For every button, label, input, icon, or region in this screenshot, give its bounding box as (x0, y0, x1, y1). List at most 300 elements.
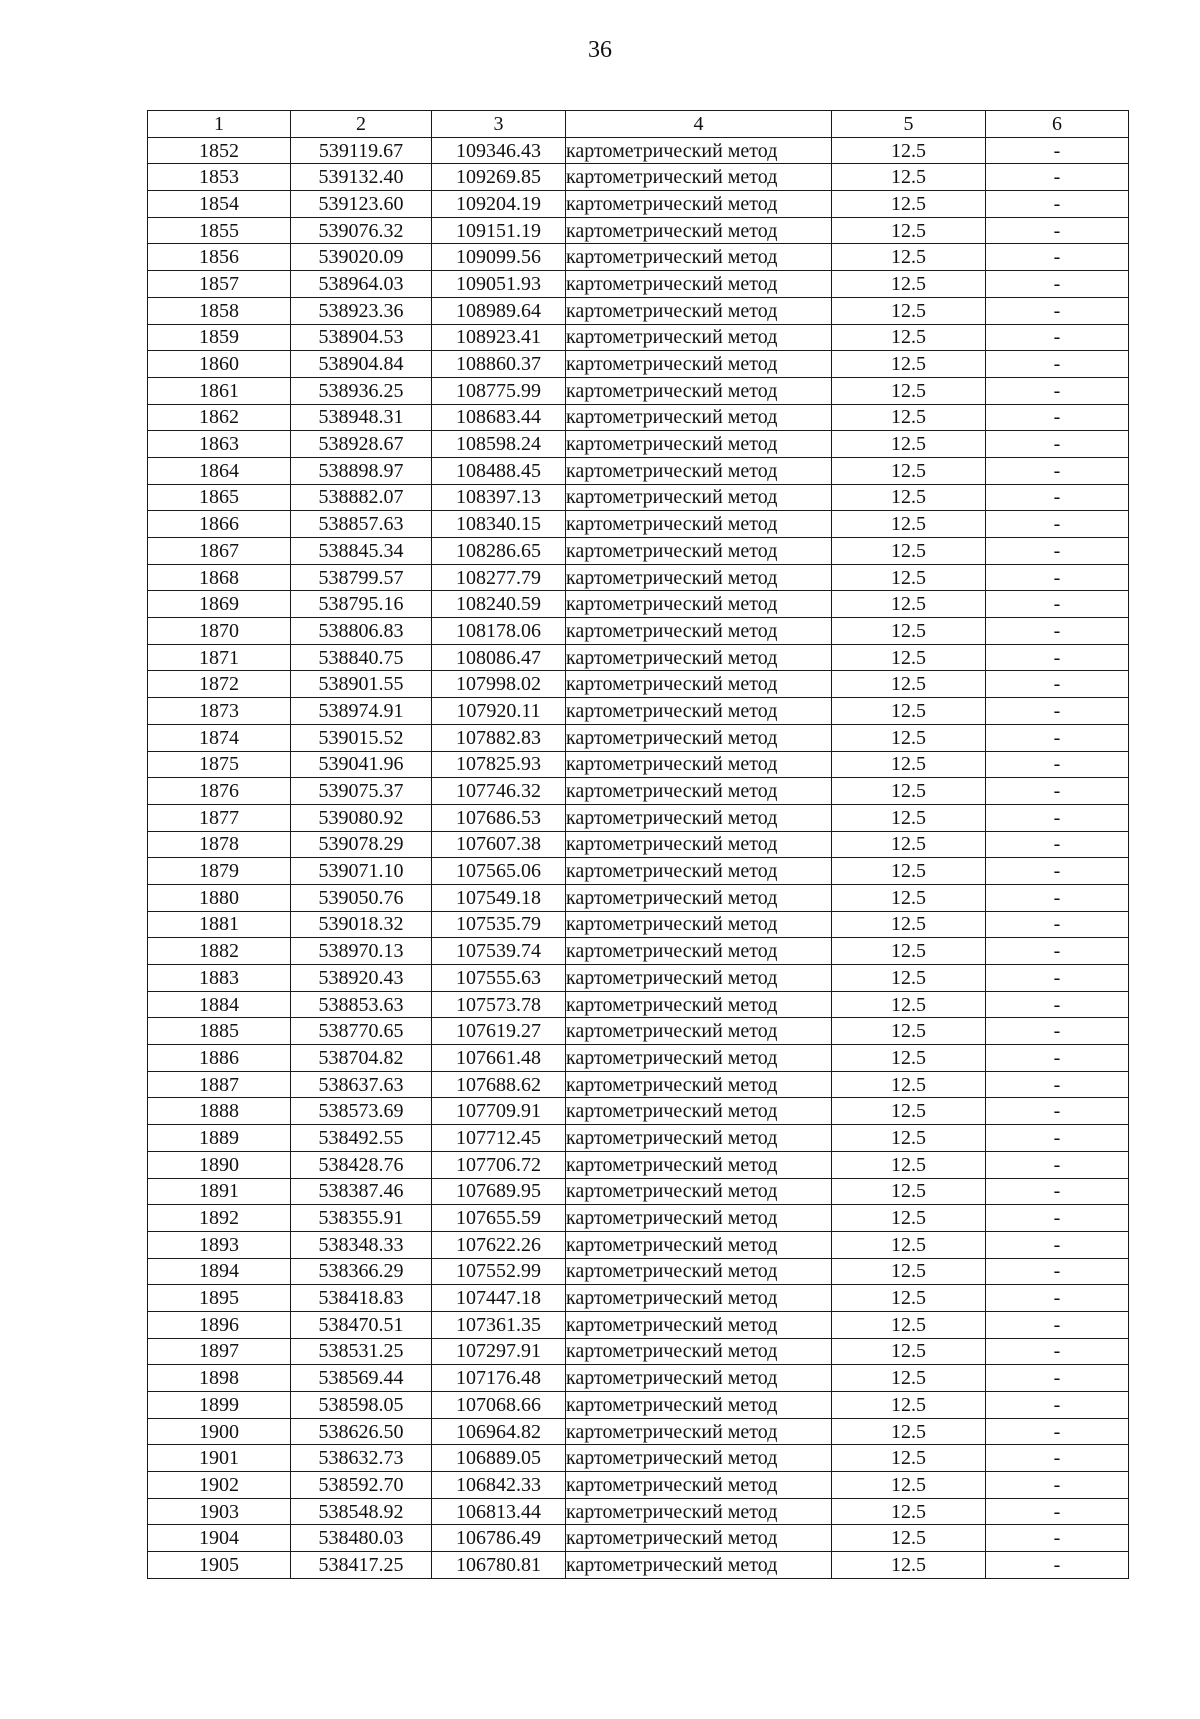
point-number-cell: 1885 (148, 1018, 291, 1045)
x-coordinate-cell: 539018.32 (291, 911, 432, 938)
description-cell: - (986, 831, 1129, 858)
description-cell: - (986, 324, 1129, 351)
y-coordinate-cell: 107176.48 (432, 1365, 566, 1392)
description-cell: - (986, 1045, 1129, 1072)
description-cell: - (986, 1018, 1129, 1045)
table-row (148, 404, 1129, 431)
method-cell: картометрический метод (566, 671, 832, 698)
table-row (148, 1178, 1129, 1205)
x-coordinate-cell: 538845.34 (291, 538, 432, 565)
table-row (148, 751, 1129, 778)
x-coordinate-cell: 538632.73 (291, 1445, 432, 1472)
y-coordinate-cell: 108989.64 (432, 297, 566, 324)
method-cell: картометрический метод (566, 431, 832, 458)
column-header-3: 3 (432, 111, 566, 138)
table-row (148, 644, 1129, 671)
table-header-row (148, 111, 1129, 138)
method-cell: картометрический метод (566, 991, 832, 1018)
point-number-cell: 1905 (148, 1552, 291, 1579)
y-coordinate-cell: 107882.83 (432, 724, 566, 751)
x-coordinate-cell: 539132.40 (291, 164, 432, 191)
y-coordinate-cell: 107689.95 (432, 1178, 566, 1205)
method-cell: картометрический метод (566, 831, 832, 858)
y-coordinate-cell: 108178.06 (432, 618, 566, 645)
point-number-cell: 1896 (148, 1311, 291, 1338)
y-coordinate-cell: 107746.32 (432, 778, 566, 805)
column-header-2: 2 (291, 111, 432, 138)
table-row (148, 511, 1129, 538)
point-number-cell: 1893 (148, 1231, 291, 1258)
accuracy-cell: 12.5 (832, 431, 986, 458)
y-coordinate-cell: 107688.62 (432, 1071, 566, 1098)
table-row (148, 431, 1129, 458)
table-row (148, 1151, 1129, 1178)
description-cell: - (986, 1125, 1129, 1152)
y-coordinate-cell: 107447.18 (432, 1285, 566, 1312)
accuracy-cell: 12.5 (832, 351, 986, 378)
table-row (148, 217, 1129, 244)
point-number-cell: 1872 (148, 671, 291, 698)
accuracy-cell: 12.5 (832, 1045, 986, 1072)
point-number-cell: 1900 (148, 1418, 291, 1445)
table-row (148, 1445, 1129, 1472)
method-cell: картометрический метод (566, 244, 832, 271)
y-coordinate-cell: 107920.11 (432, 698, 566, 725)
x-coordinate-cell: 538904.84 (291, 351, 432, 378)
y-coordinate-cell: 106813.44 (432, 1498, 566, 1525)
accuracy-cell: 12.5 (832, 271, 986, 298)
table-row (148, 137, 1129, 164)
x-coordinate-cell: 538857.63 (291, 511, 432, 538)
method-cell: картометрический метод (566, 377, 832, 404)
table-row (148, 1231, 1129, 1258)
description-cell: - (986, 991, 1129, 1018)
description-cell: - (986, 244, 1129, 271)
description-cell: - (986, 938, 1129, 965)
accuracy-cell: 12.5 (832, 858, 986, 885)
x-coordinate-cell: 538806.83 (291, 618, 432, 645)
method-cell: картометрический метод (566, 1205, 832, 1232)
point-number-cell: 1856 (148, 244, 291, 271)
point-number-cell: 1860 (148, 351, 291, 378)
table-row (148, 1525, 1129, 1552)
accuracy-cell: 12.5 (832, 1151, 986, 1178)
table-row (148, 484, 1129, 511)
point-number-cell: 1875 (148, 751, 291, 778)
y-coordinate-cell: 108775.99 (432, 377, 566, 404)
accuracy-cell: 12.5 (832, 1311, 986, 1338)
method-cell: картометрический метод (566, 484, 832, 511)
x-coordinate-cell: 538799.57 (291, 564, 432, 591)
method-cell: картометрический метод (566, 1151, 832, 1178)
point-number-cell: 1880 (148, 884, 291, 911)
x-coordinate-cell: 538920.43 (291, 965, 432, 992)
accuracy-cell: 12.5 (832, 831, 986, 858)
accuracy-cell: 12.5 (832, 1125, 986, 1152)
point-number-cell: 1884 (148, 991, 291, 1018)
y-coordinate-cell: 108286.65 (432, 538, 566, 565)
y-coordinate-cell: 107535.79 (432, 911, 566, 938)
method-cell: картометрический метод (566, 404, 832, 431)
y-coordinate-cell: 107552.99 (432, 1258, 566, 1285)
x-coordinate-cell: 539080.92 (291, 804, 432, 831)
point-number-cell: 1879 (148, 858, 291, 885)
x-coordinate-cell: 538428.76 (291, 1151, 432, 1178)
point-number-cell: 1871 (148, 644, 291, 671)
accuracy-cell: 12.5 (832, 244, 986, 271)
description-cell: - (986, 1285, 1129, 1312)
point-number-cell: 1892 (148, 1205, 291, 1232)
x-coordinate-cell: 538904.53 (291, 324, 432, 351)
description-cell: - (986, 751, 1129, 778)
x-coordinate-cell: 539071.10 (291, 858, 432, 885)
method-cell: картометрический метод (566, 724, 832, 751)
accuracy-cell: 12.5 (832, 1178, 986, 1205)
y-coordinate-cell: 109099.56 (432, 244, 566, 271)
description-cell: - (986, 698, 1129, 725)
description-cell: - (986, 1311, 1129, 1338)
x-coordinate-cell: 538480.03 (291, 1525, 432, 1552)
method-cell: картометрический метод (566, 858, 832, 885)
method-cell: картометрический метод (566, 911, 832, 938)
x-coordinate-cell: 539076.32 (291, 217, 432, 244)
y-coordinate-cell: 108860.37 (432, 351, 566, 378)
y-coordinate-cell: 107622.26 (432, 1231, 566, 1258)
method-cell: картометрический метод (566, 191, 832, 218)
point-number-cell: 1876 (148, 778, 291, 805)
point-number-cell: 1902 (148, 1472, 291, 1499)
point-number-cell: 1852 (148, 137, 291, 164)
x-coordinate-cell: 538704.82 (291, 1045, 432, 1072)
point-number-cell: 1858 (148, 297, 291, 324)
point-number-cell: 1868 (148, 564, 291, 591)
y-coordinate-cell: 109269.85 (432, 164, 566, 191)
x-coordinate-cell: 538928.67 (291, 431, 432, 458)
accuracy-cell: 12.5 (832, 938, 986, 965)
accuracy-cell: 12.5 (832, 1071, 986, 1098)
method-cell: картометрический метод (566, 217, 832, 244)
point-number-cell: 1869 (148, 591, 291, 618)
description-cell: - (986, 457, 1129, 484)
y-coordinate-cell: 108598.24 (432, 431, 566, 458)
table-row (148, 271, 1129, 298)
description-cell: - (986, 618, 1129, 645)
description-cell: - (986, 217, 1129, 244)
accuracy-cell: 12.5 (832, 751, 986, 778)
table-row (148, 564, 1129, 591)
description-cell: - (986, 1418, 1129, 1445)
point-number-cell: 1877 (148, 804, 291, 831)
method-cell: картометрический метод (566, 511, 832, 538)
y-coordinate-cell: 109346.43 (432, 137, 566, 164)
description-cell: - (986, 1071, 1129, 1098)
y-coordinate-cell: 107555.63 (432, 965, 566, 992)
x-coordinate-cell: 538637.63 (291, 1071, 432, 1098)
description-cell: - (986, 1205, 1129, 1232)
y-coordinate-cell: 107686.53 (432, 804, 566, 831)
table-row (148, 1258, 1129, 1285)
table-row (148, 1045, 1129, 1072)
description-cell: - (986, 1258, 1129, 1285)
point-number-cell: 1873 (148, 698, 291, 725)
x-coordinate-cell: 538531.25 (291, 1338, 432, 1365)
y-coordinate-cell: 107549.18 (432, 884, 566, 911)
accuracy-cell: 12.5 (832, 1098, 986, 1125)
y-coordinate-cell: 107706.72 (432, 1151, 566, 1178)
accuracy-cell: 12.5 (832, 324, 986, 351)
accuracy-cell: 12.5 (832, 1498, 986, 1525)
description-cell: - (986, 351, 1129, 378)
column-header-4: 4 (566, 111, 832, 138)
method-cell: картометрический метод (566, 1285, 832, 1312)
table-row (148, 324, 1129, 351)
y-coordinate-cell: 108086.47 (432, 644, 566, 671)
description-cell: - (986, 1338, 1129, 1365)
point-number-cell: 1864 (148, 457, 291, 484)
description-cell: - (986, 1151, 1129, 1178)
point-number-cell: 1904 (148, 1525, 291, 1552)
description-cell: - (986, 1178, 1129, 1205)
method-cell: картометрический метод (566, 591, 832, 618)
table-row (148, 618, 1129, 645)
table-row (148, 1472, 1129, 1499)
method-cell: картометрический метод (566, 1498, 832, 1525)
x-coordinate-cell: 539119.67 (291, 137, 432, 164)
table-row (148, 671, 1129, 698)
column-header-5: 5 (832, 111, 986, 138)
point-number-cell: 1857 (148, 271, 291, 298)
x-coordinate-cell: 539123.60 (291, 191, 432, 218)
method-cell: картометрический метод (566, 644, 832, 671)
x-coordinate-cell: 538417.25 (291, 1552, 432, 1579)
point-number-cell: 1891 (148, 1178, 291, 1205)
y-coordinate-cell: 107607.38 (432, 831, 566, 858)
x-coordinate-cell: 538598.05 (291, 1392, 432, 1419)
y-coordinate-cell: 107361.35 (432, 1311, 566, 1338)
x-coordinate-cell: 539020.09 (291, 244, 432, 271)
accuracy-cell: 12.5 (832, 1231, 986, 1258)
method-cell: картометрический метод (566, 1418, 832, 1445)
x-coordinate-cell: 538948.31 (291, 404, 432, 431)
method-cell: картометрический метод (566, 884, 832, 911)
point-number-cell: 1882 (148, 938, 291, 965)
accuracy-cell: 12.5 (832, 457, 986, 484)
y-coordinate-cell: 106780.81 (432, 1552, 566, 1579)
y-coordinate-cell: 107297.91 (432, 1338, 566, 1365)
point-number-cell: 1862 (148, 404, 291, 431)
point-number-cell: 1881 (148, 911, 291, 938)
accuracy-cell: 12.5 (832, 618, 986, 645)
description-cell: - (986, 564, 1129, 591)
description-cell: - (986, 644, 1129, 671)
y-coordinate-cell: 107825.93 (432, 751, 566, 778)
method-cell: картометрический метод (566, 1178, 832, 1205)
table-row (148, 591, 1129, 618)
table-row (148, 858, 1129, 885)
x-coordinate-cell: 538348.33 (291, 1231, 432, 1258)
y-coordinate-cell: 108397.13 (432, 484, 566, 511)
accuracy-cell: 12.5 (832, 511, 986, 538)
accuracy-cell: 12.5 (832, 1285, 986, 1312)
point-number-cell: 1853 (148, 164, 291, 191)
method-cell: картометрический метод (566, 1125, 832, 1152)
table-row (148, 778, 1129, 805)
point-number-cell: 1889 (148, 1125, 291, 1152)
x-coordinate-cell: 538770.65 (291, 1018, 432, 1045)
table-row (148, 831, 1129, 858)
point-number-cell: 1863 (148, 431, 291, 458)
table-row (148, 1205, 1129, 1232)
accuracy-cell: 12.5 (832, 1258, 986, 1285)
table-row (148, 1338, 1129, 1365)
method-cell: картометрический метод (566, 324, 832, 351)
page-number: 36 (588, 37, 612, 63)
y-coordinate-cell: 106889.05 (432, 1445, 566, 1472)
description-cell: - (986, 778, 1129, 805)
y-coordinate-cell: 107655.59 (432, 1205, 566, 1232)
point-number-cell: 1888 (148, 1098, 291, 1125)
x-coordinate-cell: 538970.13 (291, 938, 432, 965)
y-coordinate-cell: 109051.93 (432, 271, 566, 298)
point-number-cell: 1861 (148, 377, 291, 404)
x-coordinate-cell: 538795.16 (291, 591, 432, 618)
accuracy-cell: 12.5 (832, 404, 986, 431)
table-row (148, 1365, 1129, 1392)
accuracy-cell: 12.5 (832, 644, 986, 671)
y-coordinate-cell: 107998.02 (432, 671, 566, 698)
point-number-cell: 1895 (148, 1285, 291, 1312)
point-number-cell: 1865 (148, 484, 291, 511)
table-row (148, 1311, 1129, 1338)
method-cell: картометрический метод (566, 804, 832, 831)
point-number-cell: 1855 (148, 217, 291, 244)
method-cell: картометрический метод (566, 538, 832, 565)
accuracy-cell: 12.5 (832, 1018, 986, 1045)
table-row (148, 1098, 1129, 1125)
x-coordinate-cell: 538626.50 (291, 1418, 432, 1445)
description-cell: - (986, 724, 1129, 751)
point-number-cell: 1894 (148, 1258, 291, 1285)
accuracy-cell: 12.5 (832, 1525, 986, 1552)
y-coordinate-cell: 108277.79 (432, 564, 566, 591)
y-coordinate-cell: 107539.74 (432, 938, 566, 965)
description-cell: - (986, 404, 1129, 431)
table-row (148, 164, 1129, 191)
accuracy-cell: 12.5 (832, 1552, 986, 1579)
x-coordinate-cell: 538853.63 (291, 991, 432, 1018)
accuracy-cell: 12.5 (832, 1392, 986, 1419)
method-cell: картометрический метод (566, 1365, 832, 1392)
accuracy-cell: 12.5 (832, 1365, 986, 1392)
y-coordinate-cell: 107619.27 (432, 1018, 566, 1045)
method-cell: картометрический метод (566, 297, 832, 324)
table-row (148, 457, 1129, 484)
method-cell: картометрический метод (566, 1552, 832, 1579)
description-cell: - (986, 911, 1129, 938)
method-cell: картометрический метод (566, 1045, 832, 1072)
x-coordinate-cell: 539075.37 (291, 778, 432, 805)
description-cell: - (986, 1445, 1129, 1472)
method-cell: картометрический метод (566, 698, 832, 725)
accuracy-cell: 12.5 (832, 778, 986, 805)
description-cell: - (986, 1472, 1129, 1499)
x-coordinate-cell: 538923.36 (291, 297, 432, 324)
x-coordinate-cell: 538898.97 (291, 457, 432, 484)
table-row (148, 351, 1129, 378)
accuracy-cell: 12.5 (832, 1418, 986, 1445)
x-coordinate-cell: 538418.83 (291, 1285, 432, 1312)
point-number-cell: 1903 (148, 1498, 291, 1525)
accuracy-cell: 12.5 (832, 804, 986, 831)
point-number-cell: 1899 (148, 1392, 291, 1419)
table-row (148, 1125, 1129, 1152)
coordinates-table (147, 110, 1129, 1579)
method-cell: картометрический метод (566, 618, 832, 645)
x-coordinate-cell: 538492.55 (291, 1125, 432, 1152)
y-coordinate-cell: 106964.82 (432, 1418, 566, 1445)
description-cell: - (986, 137, 1129, 164)
table-row (148, 1418, 1129, 1445)
method-cell: картометрический метод (566, 457, 832, 484)
point-number-cell: 1874 (148, 724, 291, 751)
method-cell: картометрический метод (566, 351, 832, 378)
table-body (148, 137, 1129, 1578)
table-row (148, 1498, 1129, 1525)
description-cell: - (986, 1231, 1129, 1258)
method-cell: картометрический метод (566, 137, 832, 164)
x-coordinate-cell: 538974.91 (291, 698, 432, 725)
accuracy-cell: 12.5 (832, 1205, 986, 1232)
point-number-cell: 1859 (148, 324, 291, 351)
table-row (148, 698, 1129, 725)
accuracy-cell: 12.5 (832, 591, 986, 618)
accuracy-cell: 12.5 (832, 991, 986, 1018)
accuracy-cell: 12.5 (832, 377, 986, 404)
x-coordinate-cell: 538569.44 (291, 1365, 432, 1392)
column-header-1: 1 (148, 111, 291, 138)
method-cell: картометрический метод (566, 564, 832, 591)
accuracy-cell: 12.5 (832, 1338, 986, 1365)
x-coordinate-cell: 539050.76 (291, 884, 432, 911)
method-cell: картометрический метод (566, 1098, 832, 1125)
accuracy-cell: 12.5 (832, 217, 986, 244)
y-coordinate-cell: 107565.06 (432, 858, 566, 885)
point-number-cell: 1878 (148, 831, 291, 858)
point-number-cell: 1897 (148, 1338, 291, 1365)
table-row (148, 911, 1129, 938)
description-cell: - (986, 271, 1129, 298)
method-cell: картометрический метод (566, 271, 832, 298)
accuracy-cell: 12.5 (832, 884, 986, 911)
table-row (148, 1285, 1129, 1312)
description-cell: - (986, 965, 1129, 992)
point-number-cell: 1867 (148, 538, 291, 565)
table-row (148, 191, 1129, 218)
table-row (148, 1392, 1129, 1419)
accuracy-cell: 12.5 (832, 297, 986, 324)
point-number-cell: 1883 (148, 965, 291, 992)
x-coordinate-cell: 539078.29 (291, 831, 432, 858)
method-cell: картометрический метод (566, 965, 832, 992)
x-coordinate-cell: 538387.46 (291, 1178, 432, 1205)
point-number-cell: 1870 (148, 618, 291, 645)
description-cell: - (986, 804, 1129, 831)
description-cell: - (986, 377, 1129, 404)
description-cell: - (986, 1098, 1129, 1125)
y-coordinate-cell: 106842.33 (432, 1472, 566, 1499)
accuracy-cell: 12.5 (832, 1445, 986, 1472)
point-number-cell: 1901 (148, 1445, 291, 1472)
